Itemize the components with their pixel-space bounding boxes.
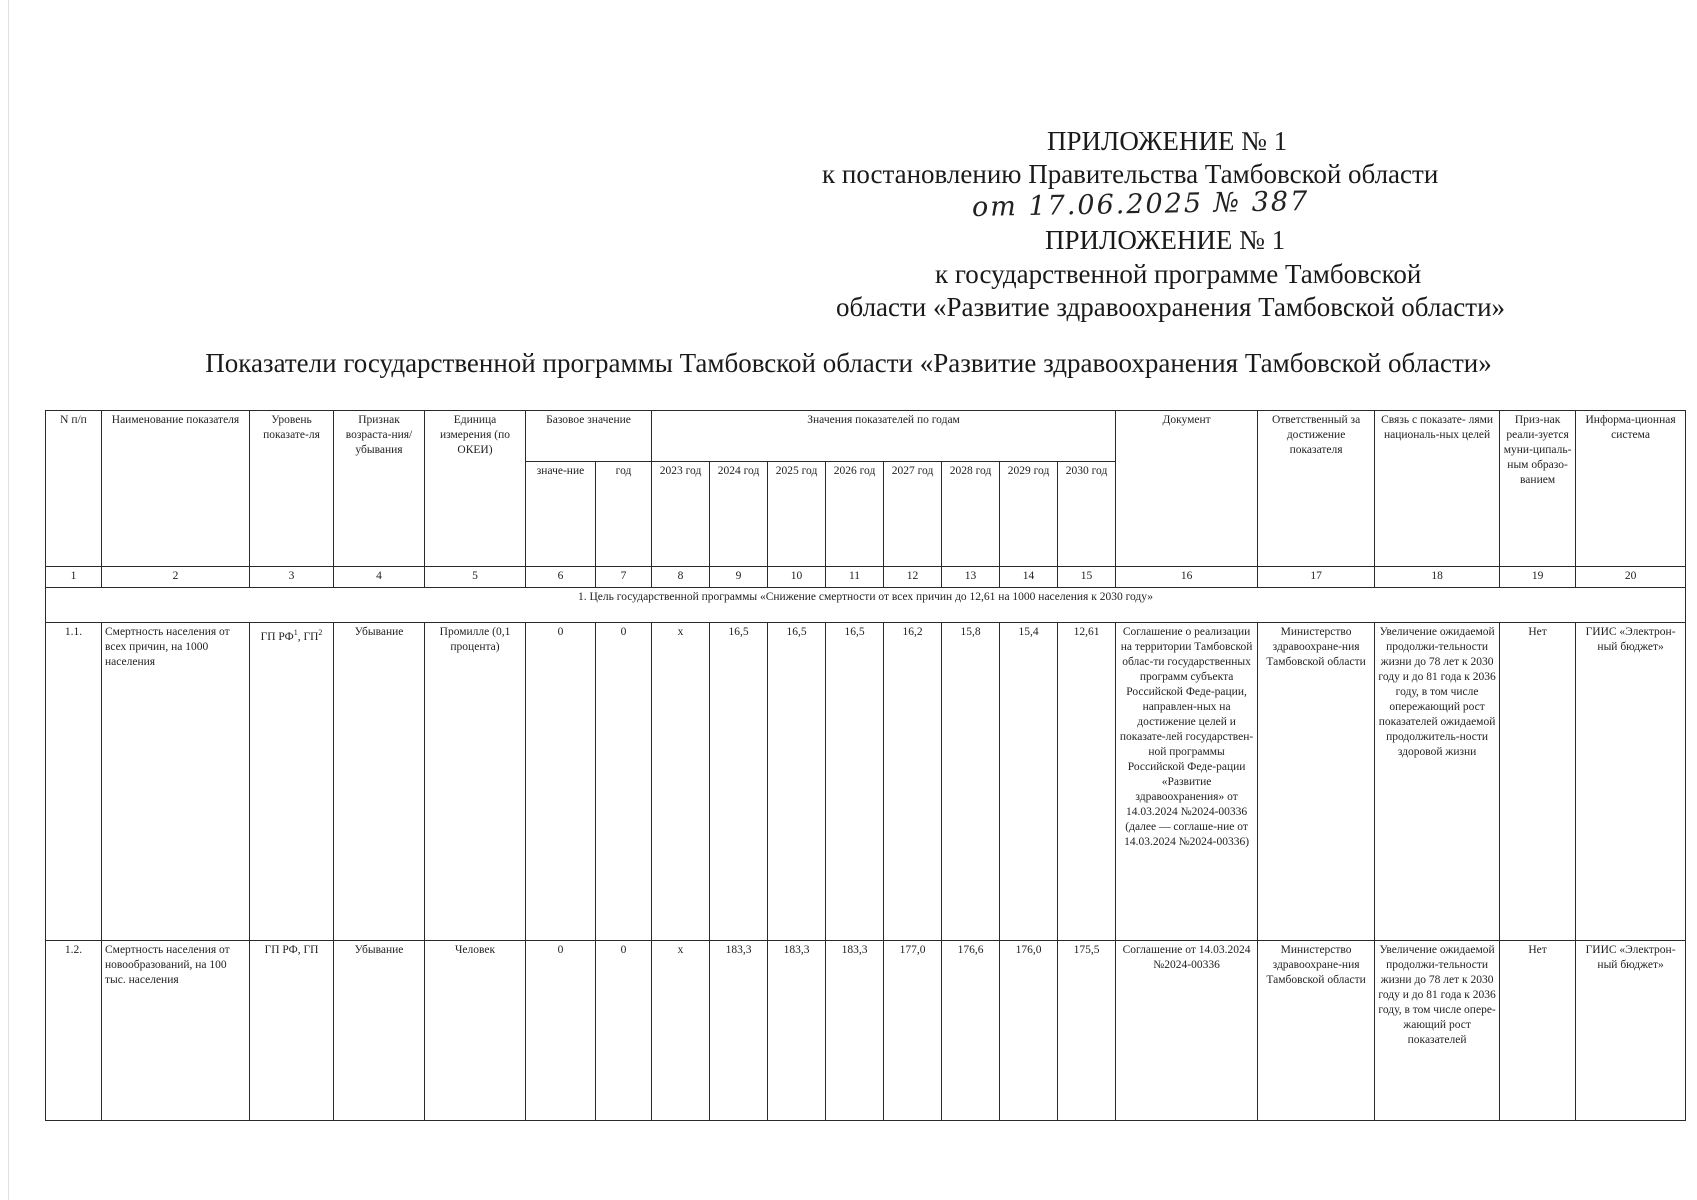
header-responsible: Ответственный за достижение показателя (1258, 411, 1375, 567)
header-document: Документ (1116, 411, 1258, 567)
header-unit: Единица измерения (по ОКЕИ) (425, 411, 526, 567)
row-year-value: 183,3 (710, 941, 768, 1121)
column-number: 7 (596, 567, 652, 588)
document-title: Показатели государственной программы Тамбовской области «Развитие здравоохранения Тамбовской области» (205, 348, 1492, 378)
appendix2-reference-line2: области «Развитие здравоохранения Тамбовской области» (836, 292, 1506, 322)
row-year-value: 183,3 (826, 941, 884, 1121)
row-indicator-name: Смертность населения от новообразований, на 100 тыс. населения (102, 941, 250, 1121)
row-base-year: 0 (596, 941, 652, 1121)
row-responsible: Министерство здравоохране-ния Тамбовской области (1258, 623, 1375, 941)
handwritten-date-number: от 17.06.2025 № 387 (971, 186, 1310, 223)
row-year-value: х (652, 941, 710, 1121)
row-national-goal-link: Увеличение ожидаемой продолжи-тельности жизни до 78 лет к 2030 году и до 81 года к 2036 году, в том числе опере-жающий рост показателей (1375, 941, 1500, 1121)
column-number: 3 (250, 567, 334, 588)
row-trend: Убывание (334, 941, 425, 1121)
row-unit: Промилле (0,1 процента) (425, 623, 526, 941)
table-row (46, 623, 1686, 941)
header-year: 2026 год (826, 462, 884, 567)
header-info-system: Информа-ционная система (1576, 411, 1686, 567)
table-header-row (46, 411, 1686, 462)
row-responsible: Министерство здравоохране-ния Тамбовской области (1258, 941, 1375, 1121)
row-info-system: ГИИС «Электрон-ный бюджет» (1576, 623, 1686, 941)
header-base-value: значе-ние (526, 462, 596, 567)
column-number: 16 (1116, 567, 1258, 588)
column-number: 15 (1058, 567, 1116, 588)
header-name: Наименование показателя (102, 411, 250, 567)
appendix1-reference: к постановлению Правительства Тамбовской области (822, 159, 1439, 189)
column-number: 17 (1258, 567, 1375, 588)
column-number: 14 (1000, 567, 1058, 588)
header-level: Уровень показате-ля (250, 411, 334, 567)
header-year: 2028 год (942, 462, 1000, 567)
row-year-value: 177,0 (884, 941, 942, 1121)
appendix2-reference-line1: к государственной программе Тамбовской (935, 259, 1422, 289)
row-level: ГП $РФ^1$, $ГП^2$ (250, 623, 334, 941)
column-number: 6 (526, 567, 596, 588)
row-year-value: 12,61 (1058, 623, 1116, 941)
row-year-value: 16,5 (768, 623, 826, 941)
header-year: 2024 год (710, 462, 768, 567)
row-municipal: Нет (1500, 941, 1576, 1121)
table-row (46, 941, 1686, 1121)
column-number: 20 (1576, 567, 1686, 588)
scan-edge-line (8, 0, 9, 1200)
row-indicator-name: Смертность населения от всех причин, на 1000 населения (102, 623, 250, 941)
column-number: 10 (768, 567, 826, 588)
column-number: 9 (710, 567, 768, 588)
header-year: 2025 год (768, 462, 826, 567)
row-num: 1.2. (46, 941, 102, 1121)
row-year-value: 176,0 (1000, 941, 1058, 1121)
row-base-value: 0 (526, 623, 596, 941)
row-info-system: ГИИС «Электрон-ный бюджет» (1576, 941, 1686, 1121)
column-number: 5 (425, 567, 526, 588)
appendix1-title: ПРИЛОЖЕНИЕ № 1 (1047, 126, 1288, 156)
row-year-value: 15,8 (942, 623, 1000, 941)
column-number: 18 (1375, 567, 1500, 588)
row-year-value: 15,4 (1000, 623, 1058, 941)
row-year-value: 16,5 (826, 623, 884, 941)
column-number: 4 (334, 567, 425, 588)
row-level: ГП РФ, ГП (250, 941, 334, 1121)
row-document: Соглашение о реализации на территории Тамбовской облас-ти государственных программ субъекта Российской Феде-рации, направлен-ных на достижение целей и показате-лей государствен-ной программы Российской Феде-рации «Развитие здравоохранения» от 14.03.2024 №2024-00336 (далее — соглаше-ние от 14.03.2024 №2024-00336) (1116, 623, 1258, 941)
header-base-year: год (596, 462, 652, 567)
row-base-year: 0 (596, 623, 652, 941)
header-year: 2029 год (1000, 462, 1058, 567)
row-document: Соглашение от 14.03.2024 №2024-00336 (1116, 941, 1258, 1121)
header-base: Базовое значение (526, 411, 652, 462)
row-year-value: 183,3 (768, 941, 826, 1121)
column-number: 11 (826, 567, 884, 588)
header-year: 2027 год (884, 462, 942, 567)
row-unit: Человек (425, 941, 526, 1121)
header-years-group: Значения показателей по годам (652, 411, 1116, 462)
header-municipal: Приз-нак реали-зуется муни-ципаль-ным образо-ванием (1500, 411, 1576, 567)
column-number: 2 (102, 567, 250, 588)
header-num: N п/п (46, 411, 102, 567)
row-year-value: х (652, 623, 710, 941)
goal-row (46, 588, 1686, 623)
header-link: Связь с показате- лями националь-ных целей (1375, 411, 1500, 567)
row-year-value: 16,2 (884, 623, 942, 941)
column-number: 1 (46, 567, 102, 588)
row-year-value: 176,6 (942, 941, 1000, 1121)
column-number: 12 (884, 567, 942, 588)
column-number: 19 (1500, 567, 1576, 588)
header-trend: Признак возраста-ния/ убывания (334, 411, 425, 567)
row-national-goal-link: Увеличение ожидаемой продолжи-тельности жизни до 78 лет к 2030 году и до 81 года к 2036 году, в том числе опережающий рост показателей ожидаемой продолжитель-ности здоровой жизни (1375, 623, 1500, 941)
column-number: 13 (942, 567, 1000, 588)
row-trend: Убывание (334, 623, 425, 941)
row-year-value: 16,5 (710, 623, 768, 941)
column-number: 8 (652, 567, 710, 588)
row-num: 1.1. (46, 623, 102, 941)
header-year: 2030 год (1058, 462, 1116, 567)
indicators-table (45, 410, 1686, 1121)
row-base-value: 0 (526, 941, 596, 1121)
header-year: 2023 год (652, 462, 710, 567)
goal-text: 1. Цель государственной программы «Снижение смертности от всех причин до 12,61 на 1000 населения к 2030 году» (46, 588, 1686, 623)
row-year-value: 175,5 (1058, 941, 1116, 1121)
column-numbers-row (46, 567, 1686, 588)
row-municipal: Нет (1500, 623, 1576, 941)
appendix2-title: ПРИЛОЖЕНИЕ № 1 (1045, 225, 1286, 255)
